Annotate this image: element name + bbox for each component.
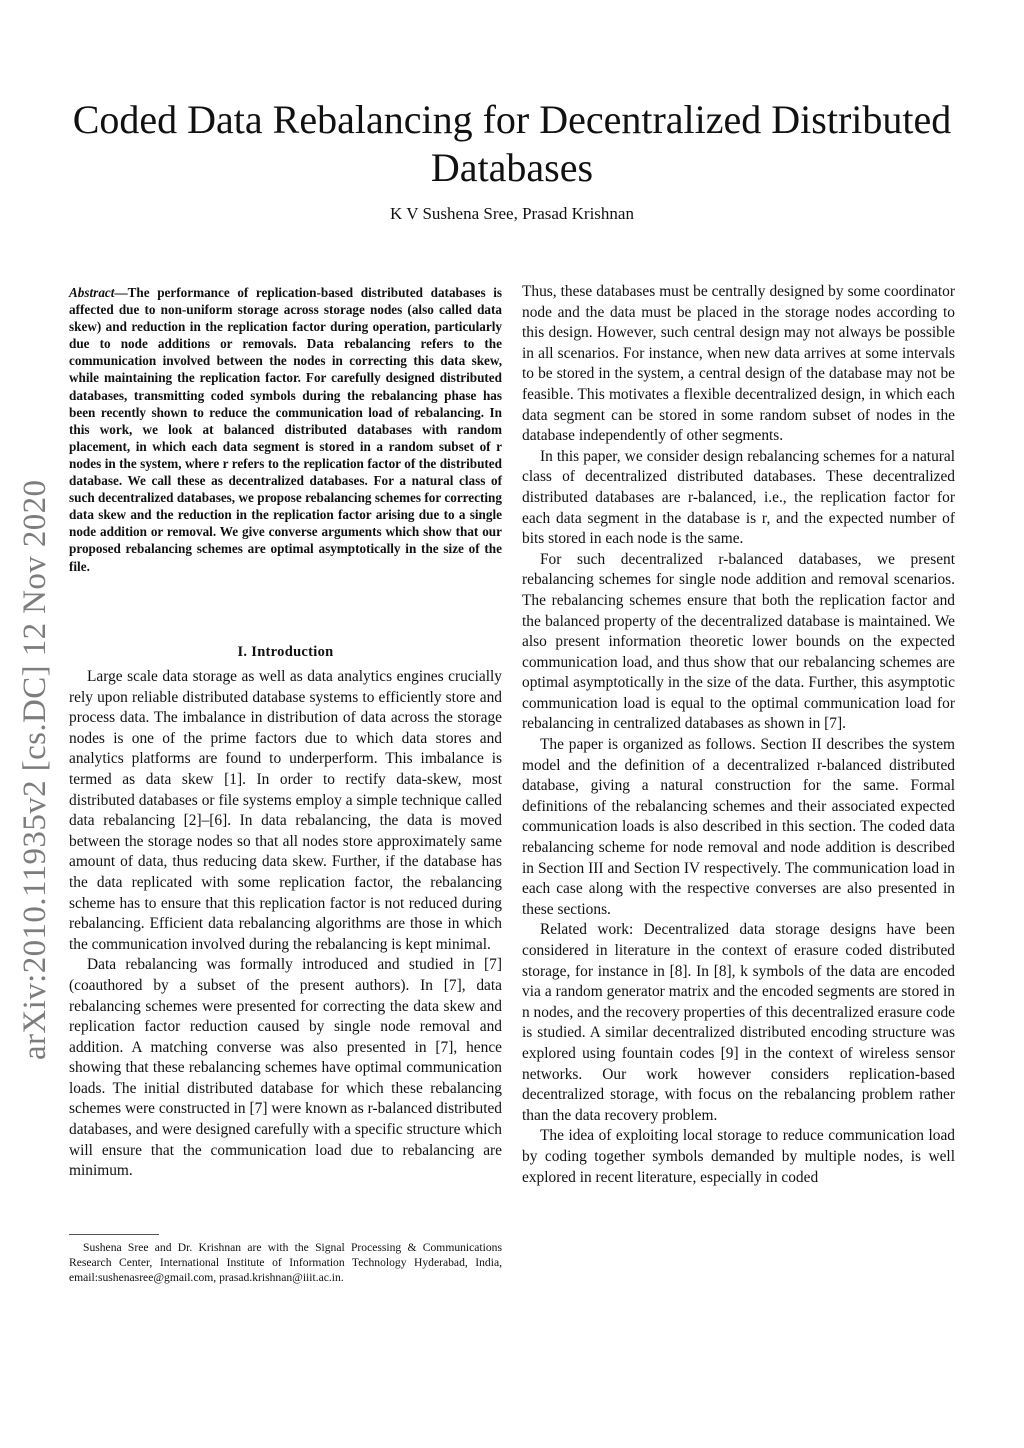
- abstract-text: —The performance of replication-based distributed databases is affected due to non-uniform storage across storage nodes (also called data skew) and reduction in the replication factor during operation, particularly due to node additions or removals. Data rebalancing refers to the communication involved between the nodes in correcting this data skew, while maintaining the replication factor. For carefully designed distributed databases, transmitting coded symbols during the rebalancing phase has been recently shown to reduce the communication load of rebalancing. In this work, we look at balanced distributed databases with random placement, in which each data segment is stored in a random subset of r nodes in the system, where r refers to the replication factor of the distributed database. We call these as decentralized databases. For a natural class of such decentralized databases, we propose rebalancing schemes for correcting data skew and the reduction in the replication factor arising due to a single node addition or removal. We give converse arguments which show that our proposed rebalancing schemes are optimal asymptotically in the size of the file.: [69, 285, 502, 574]
- paper-authors: K V Sushena Sree, Prasad Krishnan: [390, 204, 634, 223]
- body-paragraph: Thus, these databases must be centrally designed by some coordinator node and the data must be placed in the storage nodes according to this design. However, such central design may not always be possible in all scenarios. For instance, when new data arrives at some intervals to be stored in the system, a central design of the database may not be feasible. This motivates a flexible decentralized design, in which each data segment can be stored in some random subset of nodes in the database independently of other segments.: [522, 283, 955, 445]
- body-paragraph: In this paper, we consider design rebalancing schemes for a natural class of decentralized distributed databases. These decentralized distributed databases are r-balanced, i.e., the replication factor for each data segment in the database is r, and the expected number of bits stored in each node is the same.: [522, 447, 955, 548]
- body-paragraph: The idea of exploiting local storage to reduce communication load by coding together symbols demanded by multiple nodes, is well explored in recent literature, especially in coded: [522, 1127, 955, 1186]
- body-paragraph: Related work: Decentralized data storage designs have been considered in literature in the context of erasure coded distributed storage, for instance in [8]. In [8], k symbols of the data are encoded via a random generator matrix and the encoded segments are stored in n nodes, and the recovery properties of this decentralized erasure code is studied. A similar decentralized distributed encoding structure was explored using fountain codes [9] in the context of wireless sensor networks. Our work however considers replication-based decentralized storage, with focus on the rebalancing problem rather than the data recovery problem.: [522, 921, 955, 1124]
- right-column-body: [522, 282, 955, 1188]
- section-heading-introduction: I. Introduction: [237, 644, 334, 660]
- body-paragraph: For such decentralized r-balanced databases, we present rebalancing schemes for single node addition and removal scenarios. The rebalancing schemes ensure that both the replication factor and the balanced property of the decentralized database is maintained. We also present information theoretic lower bounds on the expected communication load, and thus show that our rebalancing schemes are optimal asymptotically in the size of the data. Further, this asymptotic communication load is equal to the optimal communication load for rebalancing in centralized databases as shown in [7].: [522, 550, 955, 733]
- abstract-label: Abstract: [69, 285, 115, 300]
- arxiv-identifier: arXiv:2010.11935v2 [cs.DC] 12 Nov 2020: [17, 479, 53, 1060]
- author-affiliation-footnote: Sushena Sree and Dr. Krishnan are with the Signal Processing & Communications Research Center, International Institute of Information Technology Hyderabad, India, email:sushenasree@gmail.com, prasad.krishnan@iiit.ac.in.: [69, 1241, 502, 1285]
- introduction-body: [69, 667, 502, 1182]
- intro-paragraph: Data rebalancing was formally introduced and studied in [7] (coauthored by a subset of the present authors). In [7], data rebalancing schemes were presented for correcting the data skew and replication factor reduction caused by single node removal and addition. A matching converse was also presented in [7], hence showing that these rebalancing schemes have optimal communication loads. The initial distributed database for which these rebalancing schemes were constructed in [7] were known as r-balanced distributed databases, and were designed carefully with a specific structure which will ensure that the communication load due to rebalancing are minimum.: [69, 956, 502, 1180]
- abstract: [69, 284, 502, 575]
- footnote-rule: [69, 1234, 159, 1235]
- intro-paragraph: Large scale data storage as well as data analytics engines crucially rely upon reliable distributed database systems to efficiently store and process data. The imbalance in distribution of data across the storage nodes is one of the prime factors due to which data stores and analytics platforms are found to underperform. This imbalance is termed as data skew [1]. In order to rectify data-skew, most distributed databases or file systems employ a simple technique called data rebalancing [2]–[6]. In data rebalancing, the data is moved between the storage nodes so that all nodes store approximately same amount of data, thus reducing data skew. Further, if the database has the data replicated with some replication factor, the rebalancing scheme has to ensure that this replication factor is not reduced during rebalancing. Efficient data rebalancing algorithms are those in which the communication involved during the rebalancing is kept minimal.: [69, 668, 502, 953]
- paper-title: Coded Data Rebalancing for Decentralized Distributed Databases: [72, 97, 952, 190]
- body-paragraph: The paper is organized as follows. Section II describes the system model and the definition of a decentralized r-balanced distributed database, giving a natural construction for the same. Formal definitions of the rebalancing schemes and their associated expected communication loads is also described in this section. The coded data rebalancing scheme for node removal and node addition is described in Section III and Section IV respectively. The communication load in each case along with the respective converses are also presented in these sections.: [522, 736, 955, 918]
